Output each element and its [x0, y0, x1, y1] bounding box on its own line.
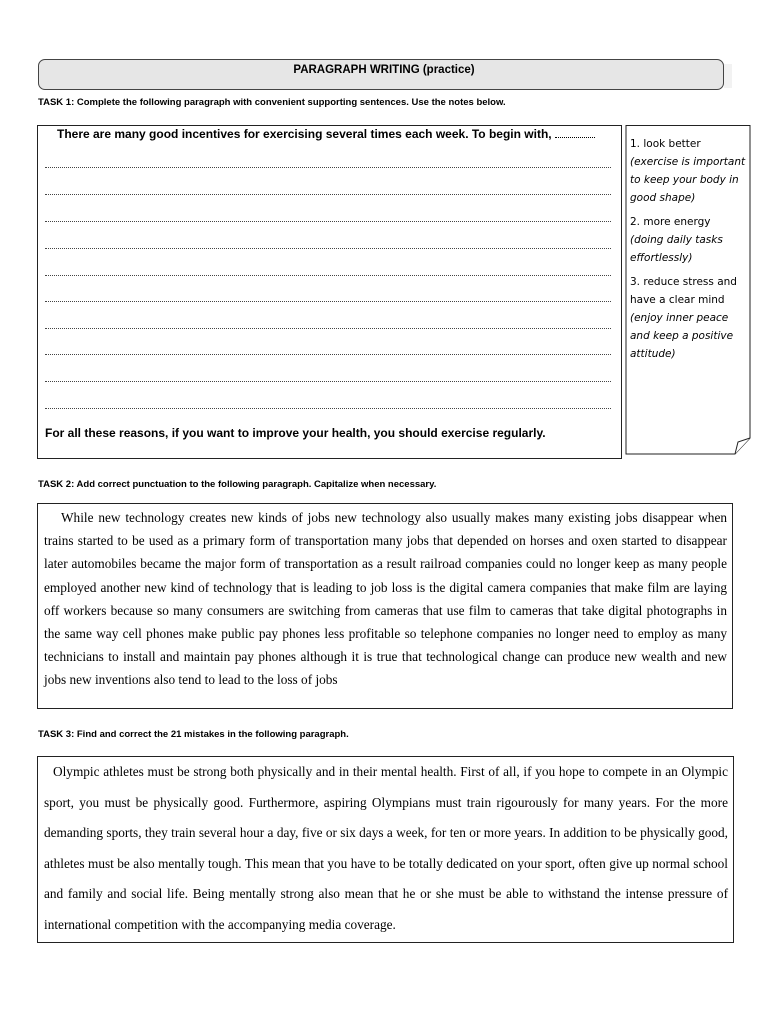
- note-look-better-detail: (exercise is important to keep your body in good shape): [630, 156, 746, 204]
- notes-card: [625, 125, 768, 455]
- task2-paragraph: While new technology creates new kinds of jobs new technology also usually makes many existing jobs disappear when trains started to be used as a primary form of transportation many jobs that depended on horses and oxen started to disappear later automobiles became the major form of transportation as a result railroad companies could no longer keep as many people employed another new kind of technology that is leading to job loss is the digital camera companies that make film are laying off workers because so many consumers are switching from cameras that use film to cameras that take digital photographs in the same way cell phones make public pay phones less profitable so telephone companies no longer need to employ as many technicians to install and maintain pay phones although it is true that technological change can produce new wealth and new jobs new inventions also tend to lead to the loss of jobs: [44, 510, 727, 688]
- note-more-energy-detail: (doing daily tasks effortlessly): [630, 234, 723, 264]
- note-more-energy: 2. more energy: [630, 216, 711, 228]
- answer-line[interactable]: [45, 248, 611, 249]
- task1-first-sentence: There are many good incentives for exercising several times each week. To begin with,: [57, 127, 595, 141]
- answer-line[interactable]: [45, 221, 611, 222]
- task3-instructions: TASK 3: Find and correct the 21 mistakes in the following paragraph.: [38, 729, 349, 740]
- task1-instructions: TASK 1: Complete the following paragraph with convenient supporting sentences. Use the notes below.: [38, 97, 506, 108]
- answer-line[interactable]: [45, 408, 611, 409]
- answer-line[interactable]: [45, 167, 611, 168]
- page-title: PARAGRAPH WRITING (practice): [293, 64, 475, 76]
- answer-line[interactable]: [45, 301, 611, 302]
- task3-paragraph: Olympic athletes must be strong both physically and in their mental health. First of all, if you hope to compete in an Olympic sport, you must be physically good. Furthermore, aspiring Olympians must train rigourously for many years. For the more demanding sports, they train several hour a day, five or six days a week, for ten or more years. In addition to be physically good, athletes must be also mentally tough. This mean that you have to be totally dedicated on your sport, often give up normal school and family and social life. Being mentally strong also mean that he or she must be able to withstand the intense pressure of international competition with the accompanying media coverage.: [44, 764, 728, 932]
- answer-line[interactable]: [45, 354, 611, 355]
- answer-line[interactable]: [45, 381, 611, 382]
- note-reduce-stress-detail: (enjoy inner peace and keep a positive attitude): [630, 312, 734, 360]
- note-reduce-stress: 3. reduce stress and have a clear mind: [630, 276, 737, 306]
- answer-line[interactable]: [45, 194, 611, 195]
- task2-instructions: TASK 2: Add correct punctuation to the following paragraph. Capitalize when necessary.: [38, 479, 437, 490]
- task1-last-sentence: For all these reasons, if you want to improve your health, you should exercise regularly.: [45, 426, 546, 440]
- answer-line[interactable]: [45, 328, 611, 329]
- answer-line[interactable]: [45, 275, 611, 276]
- note-look-better: 1. look better: [630, 138, 701, 150]
